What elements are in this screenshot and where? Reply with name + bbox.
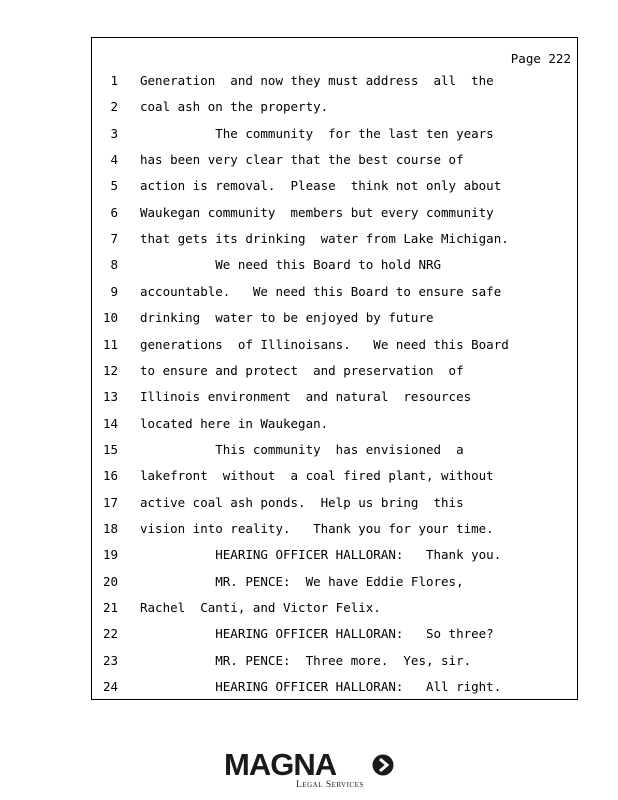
line-number: 22 bbox=[102, 626, 118, 642]
line-number: 5 bbox=[110, 178, 118, 194]
line-number: 15 bbox=[102, 441, 118, 457]
line-text: Illinois environment and natural resources bbox=[140, 389, 472, 405]
line-number: 4 bbox=[110, 152, 118, 168]
line-number: 19 bbox=[102, 547, 118, 563]
line-text: has been very clear that the best course of bbox=[140, 152, 464, 168]
line-text: MR. PENCE: Three more. Yes, sir. bbox=[140, 652, 472, 668]
logo-subtitle: Legal Services bbox=[296, 780, 364, 790]
line-number: 6 bbox=[110, 204, 118, 220]
line-number: 21 bbox=[102, 600, 118, 615]
line-text: located here in Waukegan. bbox=[140, 415, 329, 431]
line-number: 23 bbox=[102, 652, 118, 668]
line-number: 16 bbox=[102, 468, 118, 484]
magna-logo bbox=[224, 748, 404, 794]
chevron-right-icon bbox=[372, 754, 394, 776]
line-text: Waukegan community members but every community bbox=[140, 204, 494, 220]
line-text: to ensure and protect and preservation of bbox=[140, 362, 464, 378]
line-text: drinking water to be enjoyed by future bbox=[140, 310, 434, 326]
line-text: Generation and now they must address all the bbox=[140, 73, 494, 88]
line-text: vision into reality. Thank you for your time. bbox=[140, 520, 494, 536]
line-number: 7 bbox=[110, 231, 118, 247]
line-number: 17 bbox=[102, 494, 118, 510]
line-number: 12 bbox=[102, 362, 118, 378]
line-number: 8 bbox=[110, 257, 118, 273]
line-number: 20 bbox=[102, 573, 118, 589]
line-number: 2 bbox=[110, 99, 118, 115]
line-text: action is removal. Please think not only about bbox=[140, 178, 502, 194]
line-number: 9 bbox=[110, 283, 118, 299]
line-text: We need this Board to hold NRG bbox=[140, 257, 442, 273]
line-text: accountable. We need this Board to ensure safe bbox=[140, 283, 502, 299]
line-text: HEARING OFFICER HALLORAN: Thank you. bbox=[140, 547, 502, 563]
page-number: Page 222 bbox=[510, 51, 571, 66]
line-number: 18 bbox=[102, 520, 118, 536]
line-text: lakefront without a coal fired plant, without bbox=[140, 468, 494, 484]
line-text: MR. PENCE: We have Eddie Flores, bbox=[140, 573, 464, 589]
line-number: 10 bbox=[102, 310, 118, 326]
line-text: coal ash on the property. bbox=[140, 99, 329, 115]
line-number: 24 bbox=[102, 679, 118, 695]
line-text: active coal ash ponds. Help us bring this bbox=[140, 494, 464, 510]
logo-wordmark: MAGNA bbox=[224, 747, 337, 782]
line-text: Rachel Canti, and Victor Felix. bbox=[140, 600, 381, 615]
line-text: The community for the last ten years bbox=[140, 125, 494, 141]
line-number: 14 bbox=[102, 415, 118, 431]
line-text: HEARING OFFICER HALLORAN: All right. bbox=[140, 679, 502, 695]
line-number: 3 bbox=[110, 125, 118, 141]
line-text: This community has envisioned a bbox=[140, 441, 464, 457]
line-number: 13 bbox=[102, 389, 118, 405]
transcript-page bbox=[91, 37, 578, 700]
line-text: generations of Illinoisans. We need this Board bbox=[140, 336, 509, 352]
line-number: 1 bbox=[110, 73, 118, 88]
line-text: that gets its drinking water from Lake Michigan. bbox=[140, 231, 509, 247]
line-number: 11 bbox=[102, 336, 118, 352]
line-text: HEARING OFFICER HALLORAN: So three? bbox=[140, 626, 494, 642]
